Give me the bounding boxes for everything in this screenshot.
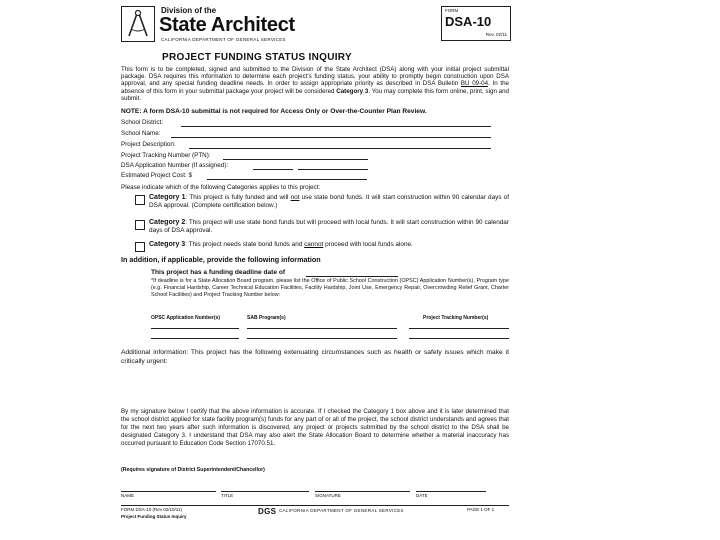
footer-form-name: Project Funding Status Inquiry bbox=[121, 514, 187, 519]
estimated-cost-text: Estimated Project Cost: bbox=[121, 172, 187, 179]
opsc-application-header: OPSC Application Number(s) bbox=[151, 315, 220, 321]
form-label: FORM bbox=[445, 8, 459, 13]
certification-paragraph: By my signature below I certify that the above information is accurate. If I checked the Category 1 box above and it is later determined that the school district applied for state facility program(s) funds for any part of or all of the project, the school district understands and agrees that for the next two years after such information is discovered, any project or projects submitted by the school district to the DSA shall be designated Category 3. I understand that DSA may also alert the State Allocation Board to determine whether a material inaccuracy has occurred pursuant to Education Code Section 17070.51. bbox=[121, 408, 509, 447]
category-3-desc-b: proceed with local funds alone. bbox=[323, 241, 413, 248]
deadline-instructions bbox=[151, 278, 509, 299]
dsa-app-number-label: DSA Application Number (If assigned): bbox=[121, 162, 229, 169]
agency-title: State Architect bbox=[159, 14, 295, 36]
form-number-box bbox=[441, 6, 511, 41]
dsa-app-number-field-1[interactable] bbox=[253, 169, 293, 170]
category-3-desc-a: : This project needs state bond funds and bbox=[185, 241, 305, 248]
category-1-text bbox=[149, 194, 509, 210]
project-description-field[interactable] bbox=[189, 148, 491, 149]
school-name-label: School Name: bbox=[121, 130, 161, 137]
category-1-desc-a: : This project is fully funded and will bbox=[185, 194, 291, 201]
intro-paragraph bbox=[121, 66, 509, 102]
dsa-compass-logo bbox=[121, 6, 155, 42]
intro-text-3: . You may complete this form online, print, sign and submit. bbox=[121, 87, 510, 102]
conditional-heading: In addition, if applicable, provide the following information bbox=[121, 255, 321, 264]
cost-currency-symbol: $ bbox=[188, 172, 193, 179]
division-label: Division of the bbox=[161, 6, 217, 15]
sab-field-1[interactable] bbox=[247, 328, 397, 329]
intro-category: Category 3 bbox=[336, 87, 369, 95]
category-1-label: Category 1 bbox=[149, 194, 186, 201]
signature-label: SIGNATURE bbox=[315, 493, 341, 498]
tracking-field-1[interactable] bbox=[409, 328, 509, 329]
category-3-text bbox=[149, 241, 509, 249]
date-field[interactable] bbox=[416, 491, 486, 492]
category-3-label: Category 3 bbox=[149, 241, 186, 248]
dsa-app-number-field-2[interactable] bbox=[298, 169, 368, 170]
category-2-label: Category 2 bbox=[149, 219, 186, 226]
category-3-checkbox[interactable] bbox=[135, 242, 145, 252]
footer-divider bbox=[121, 505, 509, 506]
category-1-desc-b: use state bond funds. It will start construction within 90 calendar days of DSA approval. (Complete certification below.) bbox=[149, 194, 510, 209]
opsc-field-2[interactable] bbox=[151, 338, 239, 339]
sab-field-2[interactable] bbox=[247, 338, 397, 339]
date-label: DATE bbox=[416, 493, 428, 498]
intro-text-1: This form is to be completed, signed and submitted to the Division of the State Architect (DSA) along with your initial project submittal package. DSA requires this information to determine each project's funding status, your ability to promptly begin construction upon DSA approval, and any special funding deadline needs. In order to assign appropriate priority as described in DSA Bulletin bbox=[121, 66, 509, 88]
category-1-checkbox[interactable] bbox=[135, 195, 145, 205]
form-revision: Rev. 02/11 bbox=[485, 32, 507, 37]
form-number: DSA-10 bbox=[445, 14, 492, 29]
category-2-checkbox[interactable] bbox=[135, 220, 145, 230]
project-description-label: Project Description: bbox=[121, 141, 176, 148]
estimated-cost-field[interactable] bbox=[207, 179, 367, 180]
tracking-field-2[interactable] bbox=[409, 338, 509, 339]
categories-prompt: Please indicate which of the following Categories applies to this project: bbox=[121, 184, 321, 191]
estimated-cost-label bbox=[121, 172, 192, 179]
category-3-emphasis: cannot bbox=[304, 241, 324, 248]
category-1-emphasis: not bbox=[290, 194, 300, 201]
school-name-field[interactable] bbox=[171, 137, 491, 138]
school-district-label: School District: bbox=[121, 119, 163, 126]
footer-page-number: PAGE 1 OF 1 bbox=[467, 507, 495, 512]
opsc-field-1[interactable] bbox=[151, 328, 239, 329]
signature-required-note: (Requires signature of District Superintendent/Chancellor) bbox=[121, 467, 265, 473]
sab-program-header: SAB Program(s) bbox=[247, 315, 286, 321]
department-label: CALIFORNIA DEPARTMENT OF GENERAL SERVICES bbox=[161, 37, 286, 42]
form-page bbox=[113, 0, 511, 540]
category-2-text bbox=[149, 219, 509, 235]
form-title: PROJECT FUNDING STATUS INQUIRY bbox=[162, 52, 352, 63]
footer-form-id: FORM DSA-10 (Rev 02/10/11) bbox=[121, 507, 182, 512]
project-tracking-label: Project Tracking Number (PTN): bbox=[121, 152, 211, 159]
signature-field[interactable] bbox=[315, 491, 410, 492]
note-text: NOTE: A form DSA-10 submittal is not required for Access Only or Over-the-Counter Plan Review. bbox=[121, 108, 427, 115]
dgs-department-text: CALIFORNIA DEPARTMENT OF GENERAL SERVICES bbox=[279, 508, 404, 513]
deadline-footnote-marker: * bbox=[151, 278, 154, 284]
school-district-field[interactable] bbox=[181, 126, 491, 127]
bulletin-link[interactable]: BU 09-04 bbox=[460, 80, 489, 88]
title-label: TITLE bbox=[221, 493, 234, 498]
compass-icon bbox=[122, 7, 154, 41]
project-tracking-field[interactable] bbox=[223, 159, 368, 160]
intro-text-2: . In the absence of this form in your submittal package your project will be considered bbox=[121, 80, 509, 95]
name-label: NAME bbox=[121, 493, 135, 498]
deadline-heading: This project has a funding deadline date of bbox=[151, 269, 286, 276]
name-field[interactable] bbox=[121, 491, 216, 492]
category-2-desc-a: : This project will use state bond funds but will proceed with local funds. It will start construction within 90 calendar days of DSA approval. bbox=[149, 219, 509, 234]
project-tracking-header: Project Tracking Number(s) bbox=[423, 315, 489, 321]
additional-info: Additional information: This project has the following extenuating circumstances such as health or safety issues which make it critically urgent: bbox=[121, 349, 509, 365]
deadline-date-field[interactable] bbox=[306, 276, 398, 277]
deadline-body: If deadline is for a State Allocation Board program, please list the Office of Public School Construction (OPSC) Application Number(s), Program type (e.g. Financial Hardship, Career Technical Education Facilities, Facility Hardship, Joint Use, Emergency Repair, Overcrowding Relief Grant, Charter School Facilities) and Project Tracking Number below: bbox=[151, 278, 509, 298]
dgs-logo: DGS bbox=[258, 507, 277, 516]
title-field[interactable] bbox=[221, 491, 309, 492]
